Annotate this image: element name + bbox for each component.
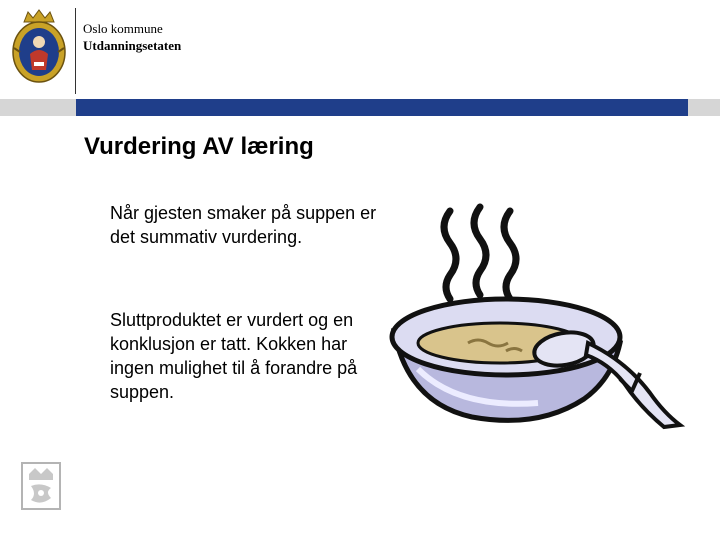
soup-bowl-icon (388, 203, 688, 433)
header-band-left (0, 99, 76, 116)
oslo-coat-of-arms-icon (10, 8, 68, 84)
paragraph-conclusion: Sluttproduktet er vurdert og en konklusjon er tatt. Kokken har ingen mulighet til å forandre på suppen. (110, 310, 358, 402)
slide-title: Vurdering AV læring (84, 133, 314, 160)
header-band-right (688, 99, 720, 116)
paragraph-summative: Når gjesten smaker på suppen er det summativ vurdering. (110, 203, 377, 247)
header-divider (75, 8, 76, 94)
organization-block (83, 20, 181, 54)
footer-emblem-icon (21, 462, 61, 510)
organization-name: Oslo kommune (83, 21, 163, 36)
department-name: Utdanningsetaten (83, 38, 182, 53)
header-band (76, 99, 688, 116)
